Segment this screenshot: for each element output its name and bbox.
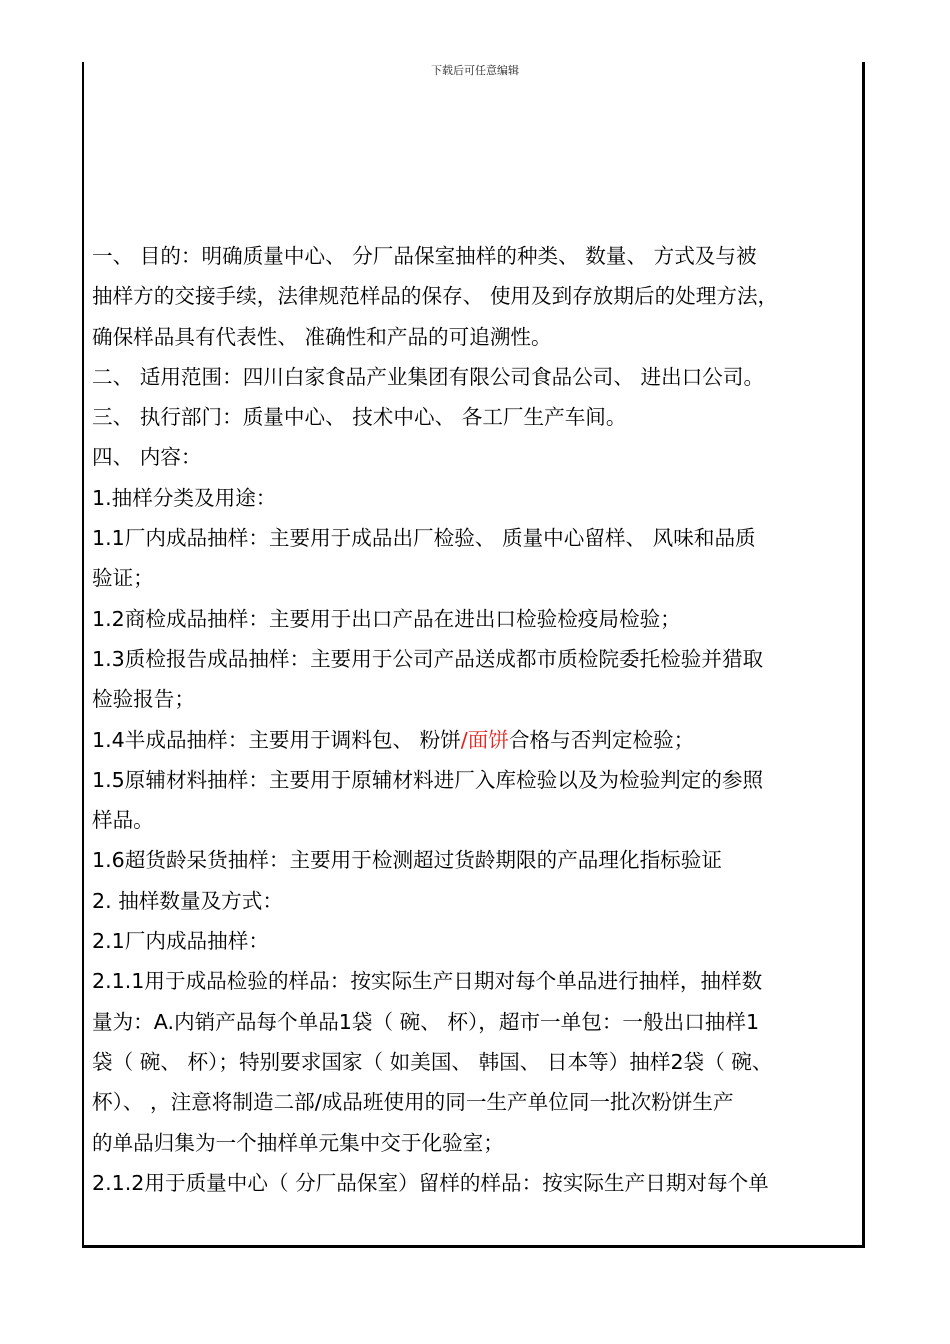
text-line: 三、 执行部门：质量中心、 技术中心、 各工厂生产车间。 [92, 405, 627, 430]
text-line: 验证； [92, 566, 154, 591]
text-line: 量为：A.内销产品每个单品1袋（ 碗、 杯），超市一单包：一般出口抽样1 [92, 1009, 760, 1034]
highlighted-text: /面饼 [460, 727, 509, 752]
text-line: 1.3质检报告成品抽样：主要用于公司产品送成都市质检院委托检验并猎取 [92, 646, 764, 671]
text-line: 二、 适用范围：四川白家食品产业集团有限公司食品公司、 进出口公司。 [92, 364, 765, 389]
text-line: 抽样方的交接手续，法律规范样品的保存、 使用及到存放期后的处理方法， [92, 284, 779, 309]
document-body [92, 236, 864, 1203]
text-line: 杯）、 ，注意将制造二部/成品班使用的同一生产单位同一批次粉饼生产 [92, 1090, 734, 1115]
text-line: 1.6超货龄呆货抽样：主要用于检测超过货龄期限的产品理化指标验证 [92, 848, 722, 873]
text-line: 1.抽样分类及用途： [92, 485, 277, 510]
text-segment: 1.4半成品抽样：主要用于调料包、 粉饼 [92, 727, 461, 752]
text-line: 1.2商检成品抽样：主要用于出口产品在进出口检验检疫局检验； [92, 606, 681, 631]
text-line: 2.1.2用于质量中心（ 分厂品保室）留样的样品：按实际生产日期对每个单 [92, 1170, 769, 1195]
text-line: 四、 内容： [92, 445, 202, 470]
text-line: 2.1厂内成品抽样： [92, 929, 269, 954]
text-line: 一、 目的：明确质量中心、 分厂品保室抽样的种类、 数量、 方式及与被 [92, 244, 757, 268]
text-line: 袋（ 碗、 杯）；特别要求国家（ 如美国、 韩国、 日本等）抽样2袋（ 碗、 [92, 1049, 773, 1074]
header-note: 下载后可任意编辑 [431, 64, 519, 77]
text-line: 2.1.1用于成品检验的样品：按实际生产日期对每个单品进行抽样，抽样数 [92, 969, 763, 994]
text-line: 的单品归集为一个抽样单元集中交于化验室； [92, 1130, 504, 1155]
text-line: 样品。 [92, 808, 154, 833]
text-line: 检验报告； [92, 687, 195, 712]
text-line: 1.1厂内成品抽样：主要用于成品出厂检验、 质量中心留样、 风味和品质 [92, 526, 756, 551]
text-line-with-highlight [92, 720, 864, 760]
text-line: 1.5原辅材料抽样：主要用于原辅材料进厂入库检验以及为检验判定的参照 [92, 767, 764, 792]
text-segment: 合格与否判定检验； [508, 727, 695, 752]
text-line: 确保样品具有代表性、 准确性和产品的可追溯性。 [92, 324, 552, 349]
text-line: 2. 抽样数量及方式： [92, 888, 283, 913]
